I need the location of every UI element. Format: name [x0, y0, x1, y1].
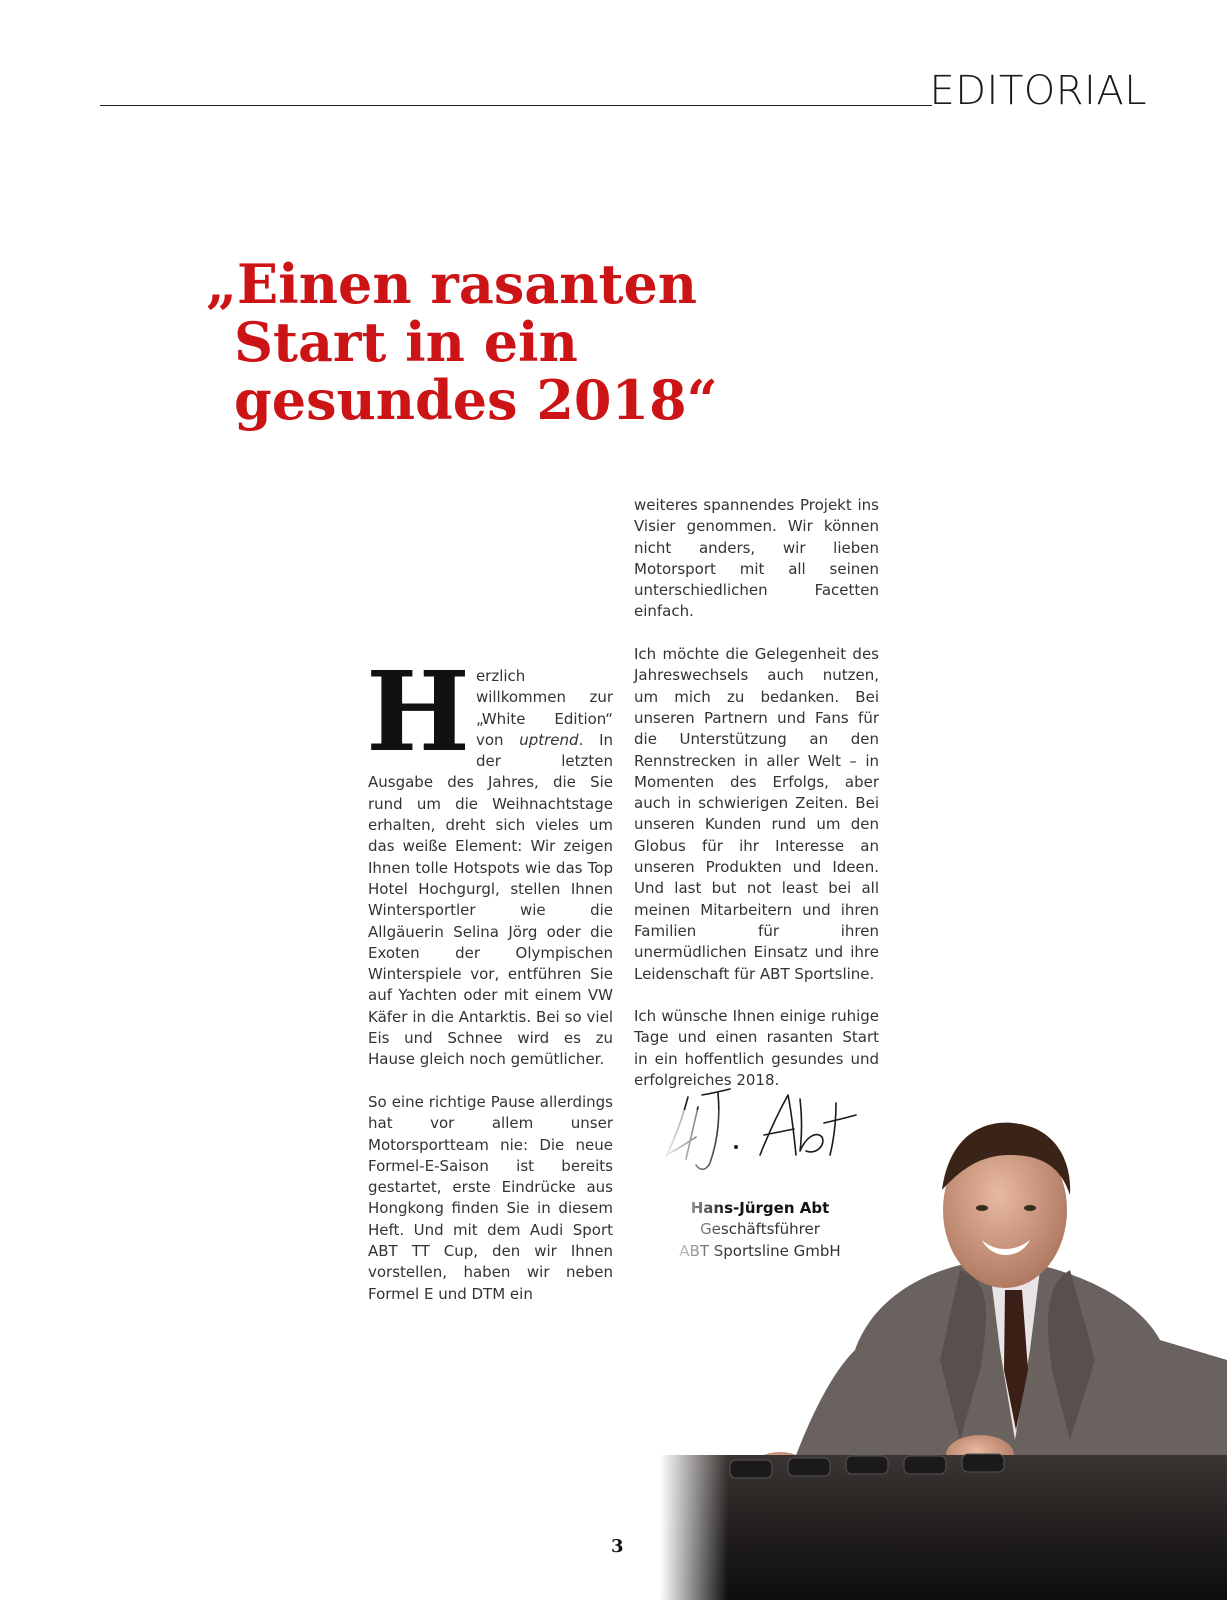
headline: [206, 252, 726, 432]
article-column-2: [634, 495, 879, 1113]
paragraph-4: Ich möchte die Gelegenheit des Jahreswechsels auch nutzen, um mich zu bedanken. Bei unseren Partnern und Fans für die Unterstützung an den Rennstrecken in aller Welt – in Momenten des Erfolgs, aber auch in schwierigen Zeiten. Bei unseren Kunden rund um den Globus für ihr Interesse an unseren Produkten und Ideen. Und last but not least bei all meinen Mitarbeitern und ihren Familien für ihren unermüdlichen Einsatz und ihre Leidenschaft für ABT Sportsline.: [634, 645, 879, 983]
headline-line-1: „Einen rasanten: [206, 252, 698, 316]
paragraph-1-start: erzlich willkommen zur „White Edition“ von: [475, 667, 613, 749]
drop-cap: H: [366, 647, 470, 776]
page-number: 3: [611, 1536, 624, 1557]
portrait-photo: [660, 1110, 1227, 1600]
headline-line-2: Start in ein: [234, 310, 578, 374]
paragraph-5: Ich wünsche Ihnen einige ruhige Tage und einen rasanten Start in ein hoffentlich gesundes und erfolgreiches 2018.: [634, 1007, 879, 1090]
paragraph-3: weiteres spannendes Projekt ins Visier genommen. Wir können nicht anders, wir lieben Motorsport mit all seinen unterschiedlichen Facetten einfach.: [634, 496, 879, 621]
magazine-name: uptrend: [519, 730, 579, 749]
paragraph-1-rest: . In der letzten Ausgabe des Jahres, die Sie rund um die Weihnachtstage erhalten, dreht sich vieles um das weiße Element: Wir zeigen Ihnen tolle Hotspots wie das Top Hotel Hochgurgl, stellen Ihnen Wintersportler wie die Allgäuerin Selina Jörg oder die Exoten der Olympischen Winterspiele vor, entführen Sie auf Yachten oder mit einem VW Käfer in die Antarktis. Bei so viel Eis und Schnee wird es zu Hause gleich noch gemütlicher.: [368, 730, 613, 1069]
header-rule: [100, 105, 932, 106]
paragraph-1: [366, 647, 613, 1071]
headline-line-3: gesundes 2018“: [234, 368, 718, 432]
section-title: EDITORIAL: [929, 68, 1147, 114]
paragraph-2: So eine richtige Pause allerdings hat vor allem unser Motorsportteam nie: Die neue Formel-E-Saison ist bereits gestartet, erste Eindrücke aus Hongkong finden Sie in diesem Heft. Und mit dem Audi Sport ABT TT Cup, den wir Ihnen vorstellen, haben wir neben Formel E und DTM ein: [368, 1092, 613, 1303]
article-column-1: [366, 647, 613, 1326]
